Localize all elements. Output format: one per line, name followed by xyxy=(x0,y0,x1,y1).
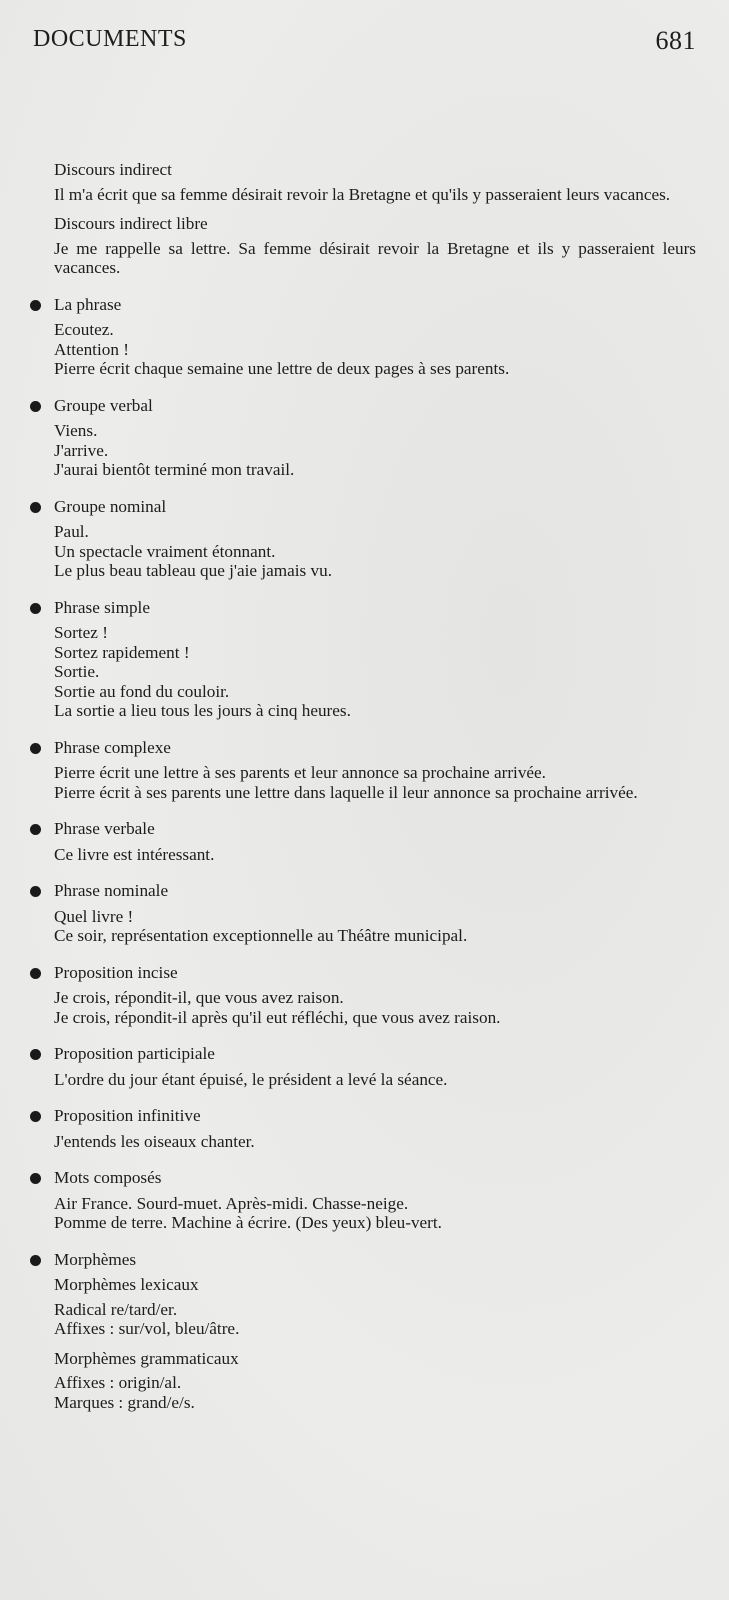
example-line: J'aurai bientôt terminé mon travail. xyxy=(54,460,295,479)
bullet-icon xyxy=(30,1049,41,1060)
example-line: Pierre écrit à ses parents une lettre dans laquelle il leur annonce sa prochaine arrivée. xyxy=(54,782,638,802)
example-line: J'entends les oiseaux chanter. xyxy=(54,1131,255,1151)
heading-text: Groupe nominal xyxy=(54,496,167,516)
section-phrase-simple xyxy=(26,598,696,721)
heading-text: Phrase nominale xyxy=(54,881,169,900)
section-heading xyxy=(26,1106,696,1126)
example-line: Ce soir, représentation exceptionnelle au Théâtre municipal. xyxy=(54,926,468,945)
example-line: Sortez rapidement ! xyxy=(54,642,190,662)
example-line: Viens. xyxy=(54,421,98,440)
intro-block xyxy=(26,160,696,278)
section-lines xyxy=(54,1373,696,1412)
heading-text: Proposition participiale xyxy=(54,1044,215,1063)
example-line: Pomme de terre. Machine à écrire. (Des yeux) bleu-vert. xyxy=(54,1213,442,1232)
heading-text: Mots composés xyxy=(54,1168,162,1187)
heading-text: Proposition incise xyxy=(54,962,178,982)
header-title: DOCUMENTS xyxy=(33,26,187,52)
section-groupe-nominal xyxy=(26,497,696,581)
section-heading xyxy=(26,295,696,315)
section-proposition-participiale xyxy=(26,1044,696,1089)
bullet-icon xyxy=(30,968,41,979)
section-heading xyxy=(26,598,696,618)
section-lines xyxy=(54,1132,696,1152)
section-lines xyxy=(54,907,696,946)
bullet-icon xyxy=(30,1173,41,1184)
morphemes-grammaticaux-label: Morphèmes grammaticaux xyxy=(54,1348,239,1368)
section-phrase-complexe xyxy=(26,738,696,803)
section-morphemes xyxy=(26,1250,696,1413)
section-lines xyxy=(54,988,696,1027)
example-line: Sortie. xyxy=(54,662,100,681)
discours-indirect xyxy=(26,160,696,204)
example-line: Sortez ! xyxy=(54,623,108,642)
page-content xyxy=(26,160,696,1429)
example-line: Affixes : sur/vol, bleu/âtre. xyxy=(54,1319,240,1338)
section-lines xyxy=(54,320,696,379)
bullet-icon xyxy=(30,1255,41,1266)
example-line: Quel livre ! xyxy=(54,906,134,926)
heading-text: Morphèmes xyxy=(54,1249,137,1269)
example-line: Pierre écrit chaque semaine une lettre de deux pages à ses parents. xyxy=(54,359,510,378)
section-heading xyxy=(26,1250,696,1270)
example-line: Affixes : origin/al. xyxy=(54,1373,182,1392)
heading-text: Phrase complexe xyxy=(54,737,171,757)
section-heading xyxy=(26,1168,696,1188)
bullet-icon xyxy=(30,824,41,835)
example-line: Radical re/tard/er. xyxy=(54,1299,178,1319)
example-line: Le plus beau tableau que j'aie jamais vu. xyxy=(54,561,332,580)
heading-text: Phrase verbale xyxy=(54,819,155,838)
section-heading xyxy=(26,396,696,416)
section-heading xyxy=(26,1044,696,1064)
morphemes-grammaticaux xyxy=(26,1349,696,1413)
heading-text: Phrase simple xyxy=(54,597,150,617)
example-line: La sortie a lieu tous les jours à cinq heures. xyxy=(54,701,351,720)
morphemes-lexicaux xyxy=(26,1275,696,1339)
section-phrase-verbale xyxy=(26,819,696,864)
section-heading xyxy=(26,881,696,901)
bullet-icon xyxy=(30,603,41,614)
section-lines xyxy=(54,623,696,721)
example-line: Attention ! xyxy=(54,339,129,359)
bullet-icon xyxy=(30,1111,41,1122)
section-lines xyxy=(54,1194,696,1233)
section-heading xyxy=(26,819,696,839)
example-line: Je crois, répondit-il après qu'il eut réfléchi, que vous avez raison. xyxy=(54,1007,501,1027)
bullet-icon xyxy=(30,401,41,412)
example-line: L'ordre du jour étant épuisé, le président a levé la séance. xyxy=(54,1069,448,1089)
bullet-icon xyxy=(30,300,41,311)
example-line: Pierre écrit une lettre à ses parents et leur annonce sa prochaine arrivée. xyxy=(54,763,546,782)
bullet-icon xyxy=(30,502,41,513)
example-line: J'arrive. xyxy=(54,440,109,460)
example-line: Ecoutez. xyxy=(54,320,114,339)
example-line: Sortie au fond du couloir. xyxy=(54,681,230,701)
example-line: Marques : grand/e/s. xyxy=(54,1392,195,1412)
section-lines xyxy=(54,1300,696,1339)
discours-indirect-libre-text: Je me rappelle sa lettre. Sa femme désirait revoir la Bretagne et ils y passeraient leurs vacances. xyxy=(54,238,696,277)
section-groupe-verbal xyxy=(26,396,696,480)
section-heading xyxy=(26,497,696,517)
section-lines xyxy=(54,763,696,802)
heading-text: Proposition infinitive xyxy=(54,1106,201,1125)
page-number: 681 xyxy=(655,26,696,55)
discours-indirect-text: Il m'a écrit que sa femme désirait revoir la Bretagne et qu'ils y passeraient leurs vacances. xyxy=(54,184,671,204)
example-line: Paul. xyxy=(54,522,89,541)
section-mots-composes xyxy=(26,1168,696,1233)
bullet-icon xyxy=(30,743,41,754)
section-lines xyxy=(54,1070,696,1090)
section-heading xyxy=(26,963,696,983)
section-heading xyxy=(26,738,696,758)
section-proposition-infinitive xyxy=(26,1106,696,1151)
example-line: Air France. Sourd-muet. Après-midi. Chasse-neige. xyxy=(54,1193,409,1213)
section-la-phrase xyxy=(26,295,696,379)
example-line: Un spectacle vraiment étonnant. xyxy=(54,541,276,561)
section-phrase-nominale xyxy=(26,881,696,946)
section-lines xyxy=(54,522,696,581)
bullet-icon xyxy=(30,886,41,897)
section-lines xyxy=(54,845,696,865)
section-lines xyxy=(54,421,696,480)
discours-indirect-label: Discours indirect xyxy=(54,160,172,179)
discours-indirect-libre xyxy=(26,214,696,278)
section-proposition-incise xyxy=(26,963,696,1028)
morphemes-lexicaux-label: Morphèmes lexicaux xyxy=(54,1275,199,1294)
heading-text: Groupe verbal xyxy=(54,395,153,415)
heading-text: La phrase xyxy=(54,294,122,314)
example-line: Ce livre est intéressant. xyxy=(54,844,215,864)
example-line: Je crois, répondit-il, que vous avez raison. xyxy=(54,988,344,1007)
discours-indirect-libre-label: Discours indirect libre xyxy=(54,214,208,233)
